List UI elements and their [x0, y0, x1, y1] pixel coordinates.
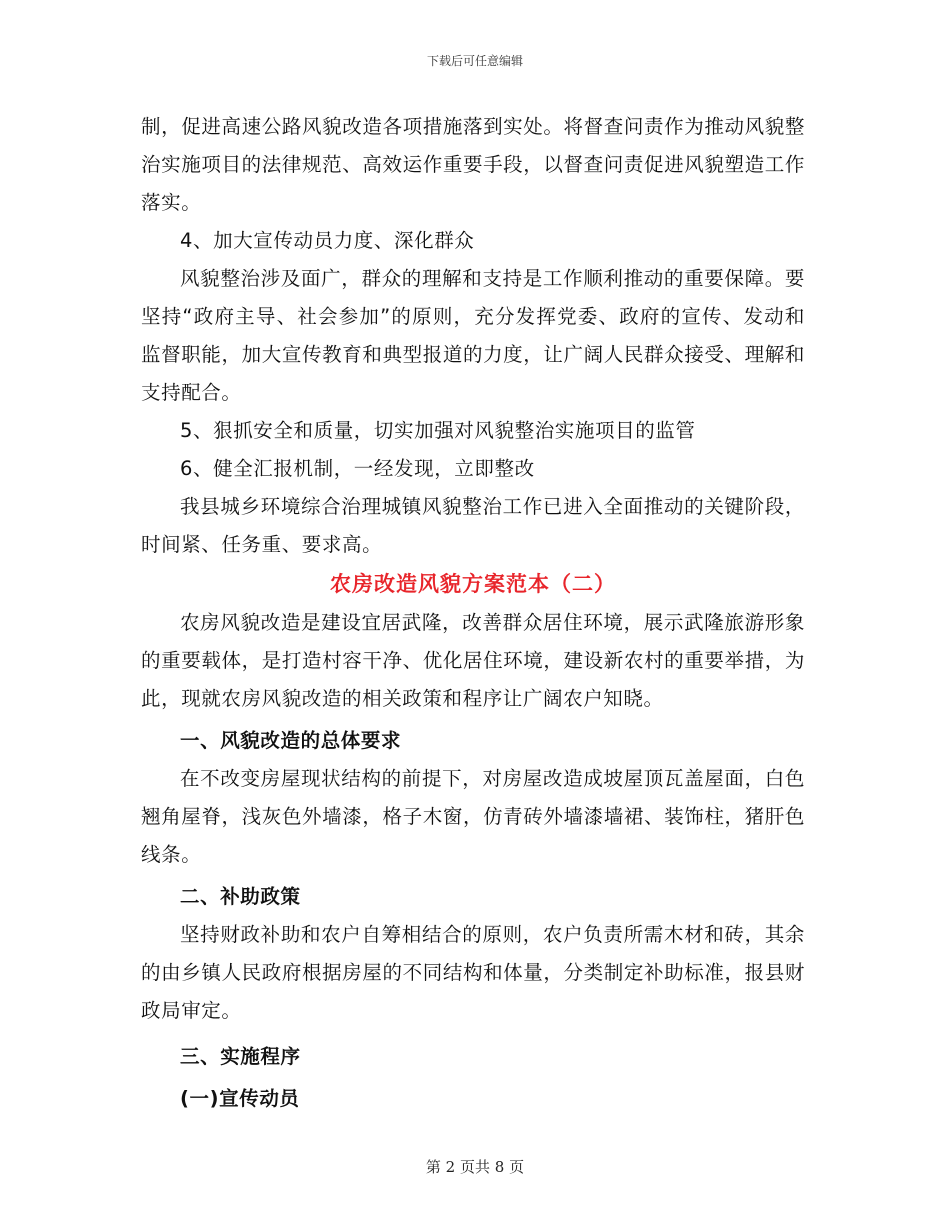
page-header: 下载后可任意编辑	[426, 54, 523, 68]
heading-implementation: 三、实施程序	[180, 1045, 301, 1068]
paragraph-subsidy: 坚持财政补助和农户自筹相结合的原则，农户负责所需木材和砖，其余的由乡镇人民政府根据房屋的不同结构和体量，分类制定补助标准，报县财政局审定。	[141, 923, 805, 1022]
heading-item-4: 4、加大宣传动员力度、深化群众	[180, 229, 475, 252]
heading-publicity-mobilization: (一)宣传动员	[180, 1087, 300, 1110]
page-footer: 第 2 页共 8 页	[425, 1158, 525, 1176]
paragraph-intro: 农房风貌改造是建设宜居武隆，改善群众居住环境，展示武隆旅游形象的重要载体，是打造村容干净、优化居住环境，建设新农村的重要举措，为此，现就农房风貌改造的相关政策和程序让广阔农户知晓。	[141, 611, 805, 710]
heading-item-5: 5、狠抓安全和质量，切实加强对风貌整治实施项目的监管	[180, 419, 696, 442]
paragraph-supervision: 制，促进高速公路风貌改造各项措施落到实处。将督查问责作为推动风貌整治实施项目的法律规范、高效运作重要手段，以督查问责促进风貌塑造工作落实。	[141, 115, 805, 214]
heading-overall-requirements: 一、风貌改造的总体要求	[180, 729, 402, 752]
heading-item-6: 6、健全汇报机制，一经发现，立即整改	[180, 457, 535, 480]
paragraph-publicity: 风貌整治涉及面广，群众的理解和支持是工作顺利推动的重要保障。要坚持“政府主导、社会参加”的原则，充分发挥党委、政府的宣传、发动和监督职能，加大宣传教育和典型报道的力度，让广阔人民群众接受、理解和支持配合。	[141, 267, 805, 404]
paragraph-county-status: 我县城乡环境综合治理城镇风貌整治工作已进入全面推动的关键阶段，时间紧、任务重、要求高。	[141, 495, 805, 556]
section-title: 农房改造风貌方案范本（二）	[330, 572, 616, 596]
document-body	[141, 108, 805, 1118]
paragraph-requirements: 在不改变房屋现状结构的前提下，对房屋改造成坡屋顶瓦盖屋面，白色翘角屋脊，浅灰色外墙漆，格子木窗，仿青砖外墙漆墙裙、装饰柱，猪肝色线条。	[141, 767, 805, 866]
heading-subsidy-policy: 二、补助政策	[180, 885, 301, 908]
